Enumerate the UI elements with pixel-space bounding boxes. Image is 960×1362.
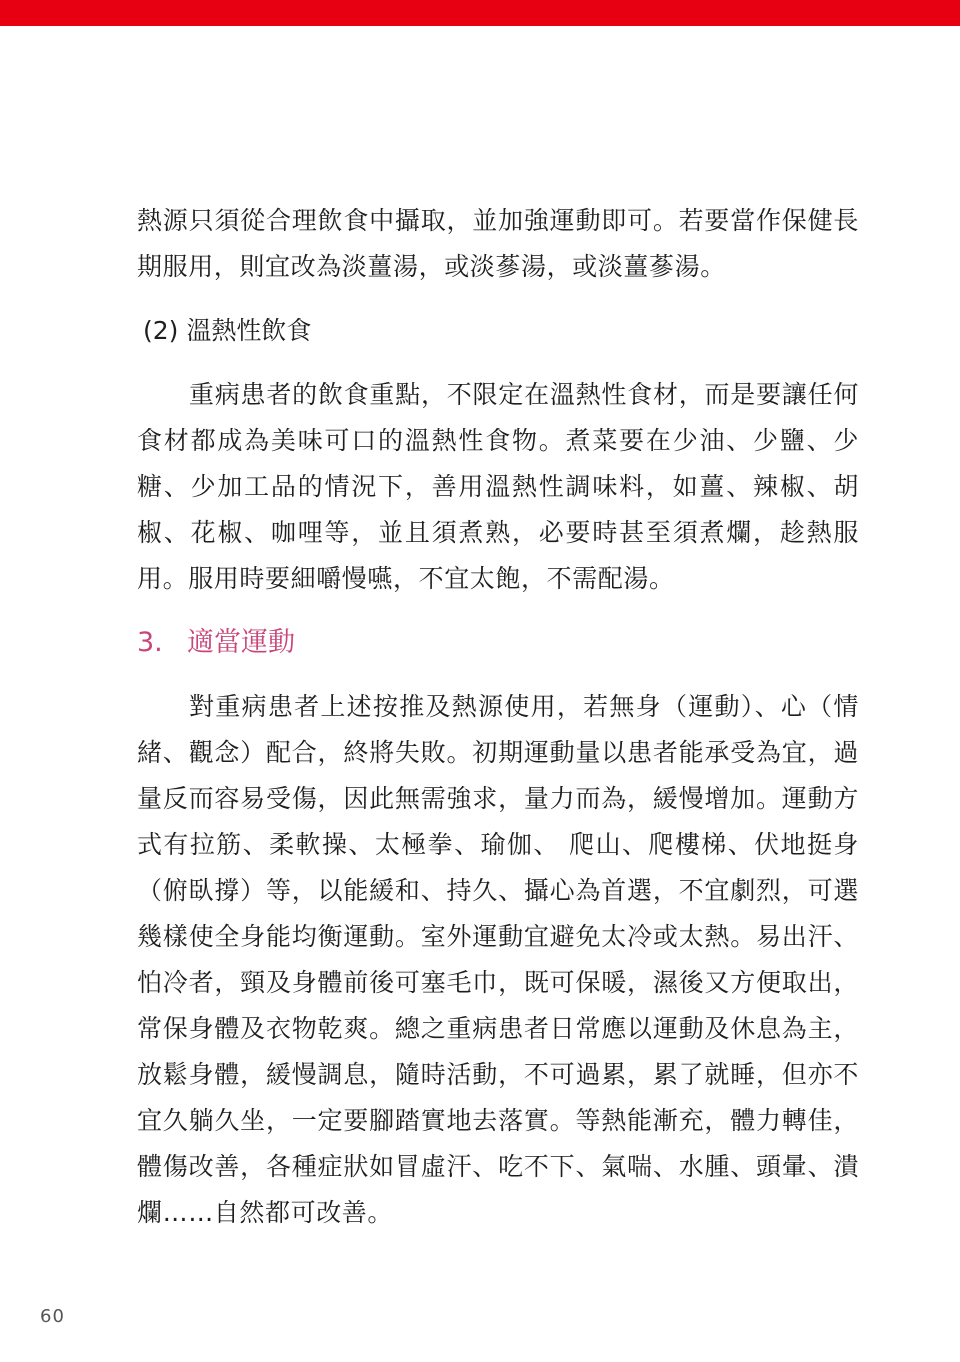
page-content [137,198,859,1236]
continued-paragraph: 熱源只須從合理飲食中攝取，並加強運動即可。若要當作保健長期服用，則宜改為淡薑湯，或淡蔘湯，或淡薑蔘湯。 [137,206,859,281]
top-accent-bar [0,0,960,26]
section-number: 3. [137,627,163,658]
section-heading [137,620,859,666]
exercise-paragraph: 對重病患者上述按推及熱源使用，若無身（運動）、心（情緒、觀念）配合，終將失敗。初期運動量以患者能承受為宜，過量反而容易受傷，因此無需強求，量力而為，緩慢增加。運動方式有拉筋、柔軟操、太極拳、瑜伽、 爬山、爬樓梯、伏地挺身（俯臥撐）等，以能緩和、持久、攝心為首選，不宜劇烈，可選幾樣使全身能均衡運動。室外運動宜避免太冷或太熱。易出汗、怕冷者，頸及身體前後可塞毛巾，既可保暖，濕後又方便取出，常保身體及衣物乾爽。總之重病患者日常應以運動及休息為主，放鬆身體，緩慢調息，隨時活動，不可過累，累了就睡，但亦不宜久躺久坐，一定要腳踏實地去落實。等熱能漸充，體力轉佳，體傷改善，各種症狀如冒虛汗、吃不下、氣喘、水腫、頭暈、潰爛……自然都可改善。 [137,692,859,1227]
page-number: 60 [40,1306,65,1327]
warm-diet-paragraph: 重病患者的飲食重點，不限定在溫熱性食材，而是要讓任何食材都成為美味可口的溫熱性食物。煮菜要在少油、少鹽、少糖、少加工品的情況下，善用溫熱性調味料，如薑、辣椒、胡椒、花椒、咖哩等，並且須煮熟，必要時甚至須煮爛，趁熱服用。服用時要細嚼慢嚥，不宜太飽，不需配湯。 [137,380,859,593]
subsection-heading: (2) 溫熱性飲食 [143,316,312,345]
section-title: 適當運動 [187,627,295,658]
